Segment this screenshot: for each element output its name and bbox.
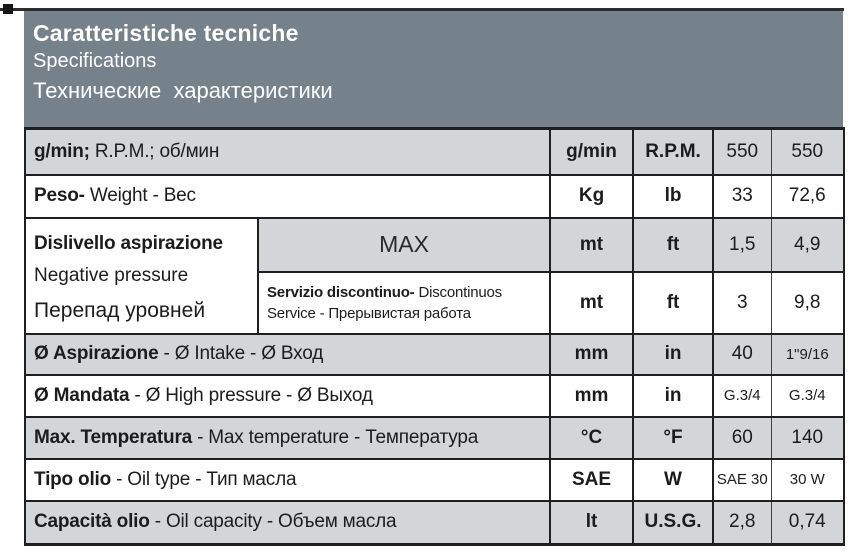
weight-value-imperial: 72,6 <box>771 175 844 218</box>
title-italian: Caratteristiche tecniche <box>33 20 299 46</box>
oil-capacity-label-rest: - Oil capacity - Объем масла <box>149 511 397 533</box>
suction-label-cell <box>25 218 258 334</box>
oil-type-value-metric: SAE 30 <box>713 459 771 501</box>
intake-label-cell <box>25 334 550 375</box>
intake-label-rest: - Ø Intake - Ø Вход <box>158 343 324 364</box>
discontinuous-label-bold: Servizio discontinuo- <box>267 283 415 301</box>
outlet-label-cell <box>25 375 550 417</box>
weight-unit-imperial: lb <box>633 175 713 218</box>
temperature-unit-metric: °C <box>550 417 633 459</box>
suction-max-unit-metric: mt <box>550 218 633 272</box>
oil-type-label-bold: Tipo olio <box>34 468 112 490</box>
corner-mark <box>3 4 13 14</box>
oil-capacity-label-cell <box>25 501 550 545</box>
oil-type-label-cell <box>25 459 550 501</box>
table-row-weight <box>25 175 844 218</box>
suction-disc-value-imperial: 9,8 <box>771 272 844 334</box>
table-row-oil-capacity <box>25 501 844 545</box>
oil-type-value-imperial: 30 W <box>771 459 844 501</box>
oil-type-label-rest: - Oil type - Тип масла <box>111 468 297 490</box>
outlet-unit-imperial: in <box>633 375 713 417</box>
rpm-value-metric: 550 <box>713 129 771 175</box>
discontinuous-label-rest: Discontinuos Service - Прерывистая работа <box>267 283 502 322</box>
header-banner <box>24 11 843 127</box>
rpm-unit-metric: g/min <box>550 129 633 175</box>
outlet-label-bold: Ø Mandata <box>34 384 130 406</box>
rpm-label-cell <box>25 129 550 175</box>
outlet-unit-metric: mm <box>550 375 633 417</box>
intake-unit-imperial: in <box>633 334 713 375</box>
table-row-rpm <box>25 129 844 175</box>
oil-type-unit-imperial: W <box>633 459 713 501</box>
suction-max-value-metric: 1,5 <box>713 218 771 272</box>
suction-max-value-imperial: 4,9 <box>771 218 844 272</box>
oil-capacity-unit-metric: lt <box>550 501 633 545</box>
weight-label-bold: Peso- <box>34 185 85 206</box>
intake-unit-metric: mm <box>550 334 633 375</box>
outlet-value-metric: G.3/4 <box>713 375 771 417</box>
oil-capacity-unit-imperial: U.S.G. <box>633 501 713 545</box>
temperature-label-bold: Max. Temperatura <box>34 426 193 448</box>
oil-capacity-value-imperial: 0,74 <box>771 501 844 545</box>
suction-label-italian: Dislivello aspirazione <box>34 232 223 254</box>
suction-discontinuous-condition-cell <box>258 272 550 334</box>
weight-label-cell <box>25 175 550 218</box>
oil-capacity-value-metric: 2,8 <box>713 501 771 545</box>
title-russian: Технические характеристики <box>33 78 333 103</box>
table-row-intake <box>25 334 844 375</box>
suction-disc-unit-metric: mt <box>550 272 633 334</box>
temperature-value-imperial: 140 <box>771 417 844 459</box>
rpm-label-rest: R.P.M.; об/мин <box>89 140 220 162</box>
intake-value-imperial: 1"9/16 <box>771 334 844 375</box>
temperature-unit-imperial: °F <box>633 417 713 459</box>
suction-label-russian: Перепад уровней <box>34 298 206 322</box>
weight-value-metric: 33 <box>713 175 771 218</box>
temperature-label-rest: - Max temperature - Температура <box>192 426 479 448</box>
table-row-outlet <box>25 375 844 417</box>
oil-type-unit-metric: SAE <box>550 459 633 501</box>
weight-unit-metric: Kg <box>550 175 633 218</box>
title-english: Specifications <box>33 50 157 72</box>
outlet-value-imperial: G.3/4 <box>771 375 844 417</box>
oil-capacity-label-bold: Capacità olio <box>34 511 150 533</box>
table-row-temperature <box>25 417 844 459</box>
table-row-oil-type <box>25 459 844 501</box>
temperature-value-metric: 60 <box>713 417 771 459</box>
suction-max-unit-imperial: ft <box>633 218 713 272</box>
suction-max-condition-cell: MAX <box>258 218 550 272</box>
spec-table <box>24 127 845 546</box>
temperature-label-cell <box>25 417 550 459</box>
rpm-value-imperial: 550 <box>771 129 844 175</box>
suction-disc-value-metric: 3 <box>713 272 771 334</box>
weight-label-rest: Weight - Вес <box>84 185 196 206</box>
rpm-label-bold: g/min; <box>34 140 90 162</box>
suction-label-english: Negative pressure <box>34 264 189 286</box>
intake-label-bold: Ø Aspirazione <box>34 343 159 364</box>
table-row-suction-max <box>25 218 844 272</box>
suction-disc-unit-imperial: ft <box>633 272 713 334</box>
intake-value-metric: 40 <box>713 334 771 375</box>
rpm-unit-imperial: R.P.M. <box>633 129 713 175</box>
outlet-label-rest: - Ø High pressure - Ø Выход <box>129 384 373 406</box>
